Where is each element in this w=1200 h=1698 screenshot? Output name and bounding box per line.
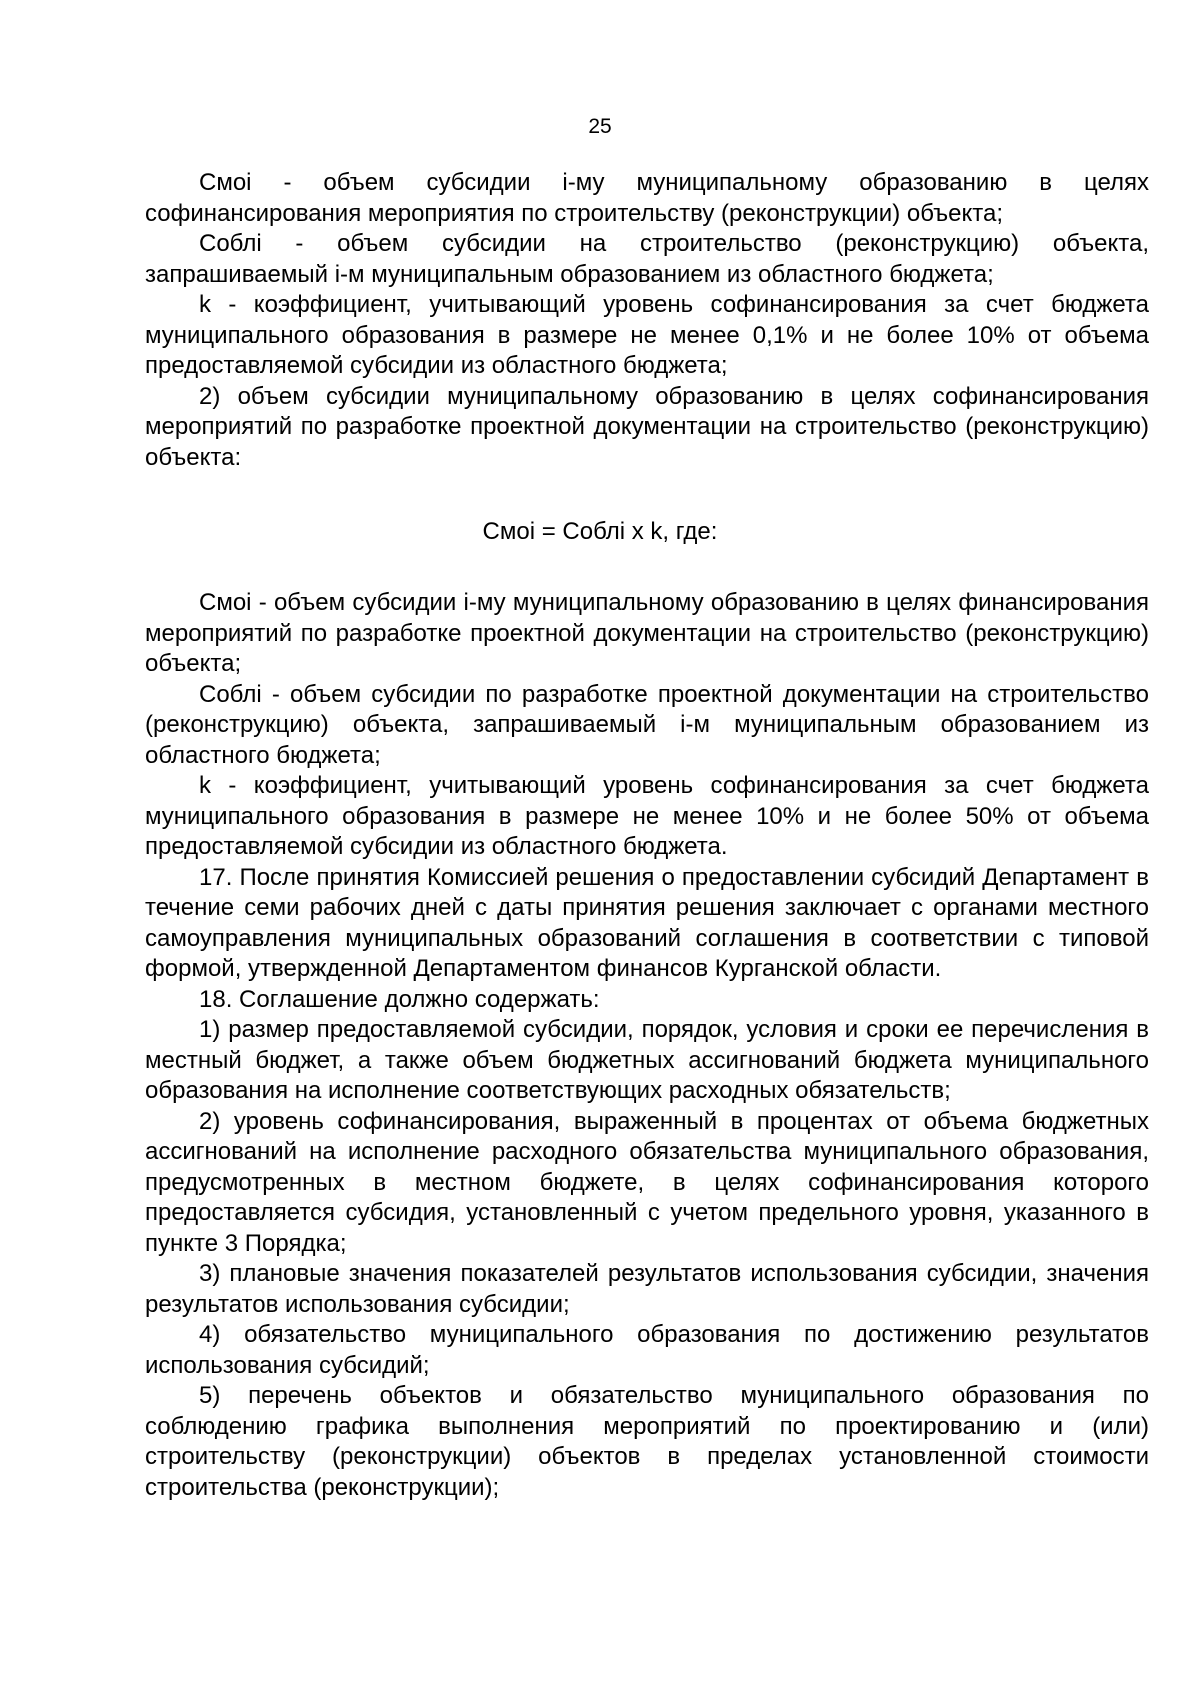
paragraph-section-18: 18. Соглашение должно содержать:	[199, 985, 600, 1013]
paragraph-coblі-definition: Соблi - объем субсидии на строительство (реконструкцию) объекта, запрашиваемый i-м муниципальным образованием из областного бюджета;	[145, 230, 1149, 288]
paragraph-18-item-4: 4) обязательство муниципального образования по достижению результатов использования субсидий;	[145, 1321, 1149, 1379]
paragraph-coblі-definition-2: Соблi - объем субсидии по разработке проектной документации на строительство (реконструкцию) объекта, запрашиваемый i-м муниципальным образованием из областного бюджета;	[145, 680, 1149, 769]
paragraph-18-item-5: 5) перечень объектов и обязательство муниципального образования по соблюдению графика выполнения мероприятий по проектированию и (или) строительству (реконструкции) объектов в пределах установленной стоимости строительства (реконструкции);	[145, 1382, 1149, 1501]
formula: Смоi = Соблi x k, где:	[482, 518, 718, 545]
paragraph-k-definition: k - коэффициент, учитывающий уровень софинансирования за счет бюджета муниципального образования в размере не менее 0,1% и не более 10% от объема предоставляемой субсидии из областного бюджета;	[145, 291, 1149, 379]
paragraph-cmoi-definition-2: Смоi - объем субсидии i-му муниципальному образованию в целях финансирования мероприятий по разработке проектной документации на строительство (реконструкцию) объекта;	[145, 589, 1149, 677]
paragraph-section-17: 17. После принятия Комиссией решения о предоставлении субсидий Департамент в течение семи рабочих дней с даты принятия решения заключает с органами местного самоуправления муниципальных образований соглашения в соответствии с типовой формой, утвержденной Департаментом финансов Курганской области.	[145, 863, 1149, 982]
paragraph-cmoi-definition: Смоi - объем субсидии i-му муниципальному образованию в целях софинансирования мероприятия по строительству (реконструкции) объекта;	[145, 169, 1149, 227]
page-number: 25	[588, 115, 612, 138]
bottom-text-block	[145, 588, 1149, 1503]
paragraph-item-2-volume: 2) объем субсидии муниципальному образованию в целях софинансирования мероприятий по разработке проектной документации на строительство (реконструкцию) объекта:	[145, 382, 1149, 471]
paragraph-k-definition-2: k - коэффициент, учитывающий уровень софинансирования за счет бюджета муниципального образования в размере не менее 10% и не более 50% от объема предоставляемой субсидии из областного бюджета.	[145, 772, 1149, 860]
paragraph-18-item-2: 2) уровень софинансирования, выраженный в процентах от объема бюджетных ассигнований на исполнение расходного обязательства муниципального образования, предусмотренных в местном бюджете, в целях софинансирования которого предоставляется субсидия, установленный с учетом предельного уровня, указанного в пункте 3 Порядка;	[145, 1107, 1149, 1257]
paragraph-18-item-1: 1) размер предоставляемой субсидии, порядок, условия и сроки ее перечисления в местный бюджет, а также объем бюджетных ассигнований бюджета муниципального образования на исполнение соответствующих расходных обязательств;	[145, 1016, 1149, 1104]
paragraph-18-item-3: 3) плановые значения показателей результатов использования субсидии, значения результатов использования субсидии;	[145, 1260, 1149, 1318]
top-text-block	[145, 168, 1149, 473]
